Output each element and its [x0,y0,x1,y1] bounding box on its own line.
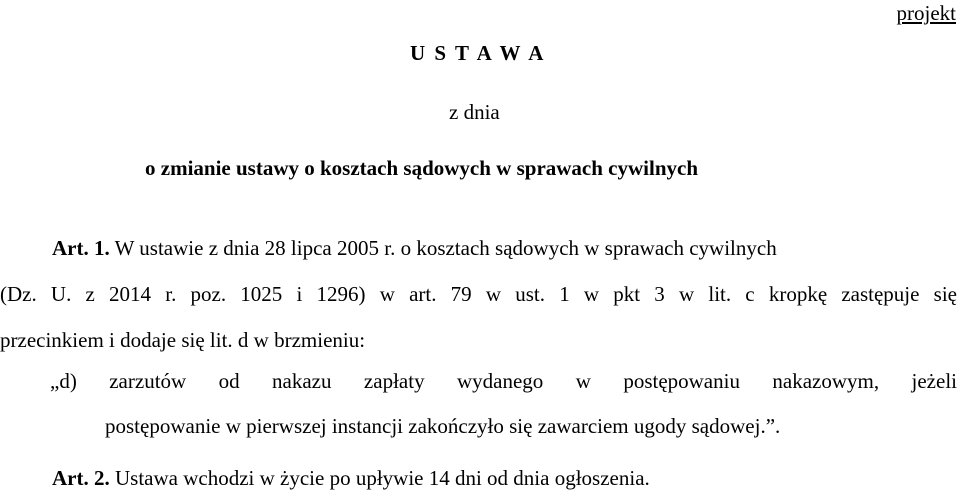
article-2-text: Ustawa wchodzi w życie po upływie 14 dni od dnia ogłoszenia. [109,466,650,490]
document-date-line: z dnia [449,100,500,124]
article-2-label: Art. 2. [52,466,110,490]
quoted-provision-line-2: postępowanie w pierwszej instancji zakończyło się zawarciem ugody sądowej.”. [105,414,781,438]
article-1-label: Art. 1. [52,236,110,260]
article-1-line-1-text: W ustawie z dnia 28 lipca 2005 r. o kosztach sądowych w sprawach cywilnych [109,236,777,260]
project-label: projekt [896,1,956,25]
document-type-title: U S T A W A [410,41,546,65]
article-2 [52,465,650,491]
quoted-provision-line-1: „d) zarzutów od nakazu zapłaty wydanego w postępowaniu nakazowym, jeżeli [50,369,957,393]
article-1-line-1 [52,235,777,261]
document-subject: o zmianie ustawy o kosztach sądowych w sprawach cywilnych [145,156,699,180]
article-1-line-2: (Dz. U. z 2014 r. poz. 1025 i 1296) w art. 79 w ust. 1 w pkt 3 w lit. c kropkę zastępuje się [0,282,957,306]
article-1-line-3: przecinkiem i dodaje się lit. d w brzmieniu: [0,328,366,352]
